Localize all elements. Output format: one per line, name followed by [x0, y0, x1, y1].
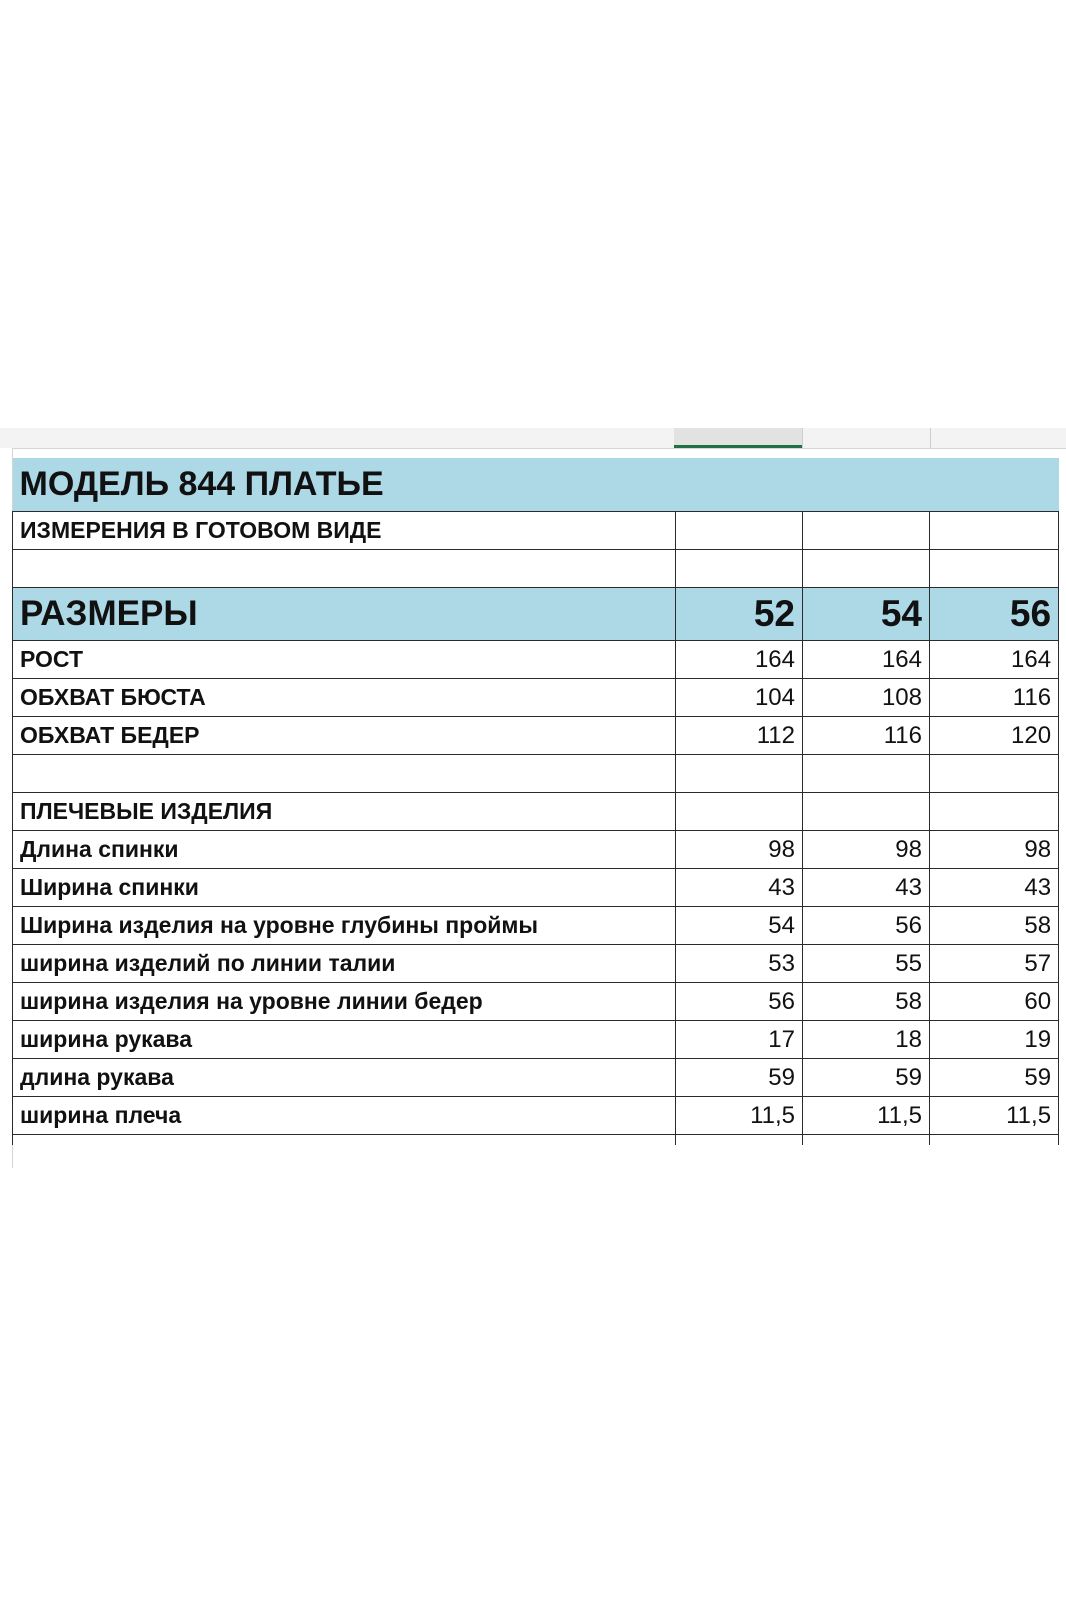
- row-value[interactable]: 17: [676, 1021, 803, 1059]
- row-value[interactable]: 59: [676, 1059, 803, 1097]
- table-row: [13, 1097, 1059, 1135]
- row-label[interactable]: РОСТ: [13, 641, 676, 679]
- empty-cell[interactable]: [803, 755, 930, 793]
- size-header[interactable]: 56: [930, 588, 1059, 641]
- row-value[interactable]: 120: [930, 717, 1059, 755]
- row-value[interactable]: 55: [803, 945, 930, 983]
- sheet-subtitle[interactable]: ИЗМЕРЕНИЯ В ГОТОВОМ ВИДЕ: [13, 512, 676, 550]
- empty-cell[interactable]: [676, 793, 803, 831]
- row-label[interactable]: ОБХВАТ БЕДЕР: [13, 717, 676, 755]
- empty-cell[interactable]: [930, 755, 1059, 793]
- table-row: [13, 679, 1059, 717]
- size-chart-table: [12, 458, 1059, 1145]
- column-separator: [802, 428, 803, 448]
- row-value[interactable]: 43: [930, 869, 1059, 907]
- row-value[interactable]: 53: [676, 945, 803, 983]
- empty-cell[interactable]: [803, 550, 930, 588]
- row-value[interactable]: 59: [803, 1059, 930, 1097]
- empty-cell[interactable]: [676, 1135, 803, 1146]
- row-label[interactable]: Ширина спинки: [13, 869, 676, 907]
- row-label[interactable]: ширина плеча: [13, 1097, 676, 1135]
- row-value[interactable]: 57: [930, 945, 1059, 983]
- title-row: [13, 458, 1059, 512]
- row-value[interactable]: 43: [803, 869, 930, 907]
- row-value[interactable]: 98: [676, 831, 803, 869]
- sizes-label[interactable]: РАЗМЕРЫ: [13, 588, 676, 641]
- row-value[interactable]: 11,5: [803, 1097, 930, 1135]
- empty-cell[interactable]: [930, 512, 1059, 550]
- row-value[interactable]: 58: [930, 907, 1059, 945]
- row-label[interactable]: ширина изделия на уровне линии бедер: [13, 983, 676, 1021]
- empty-cell[interactable]: [676, 550, 803, 588]
- row-value[interactable]: 164: [803, 641, 930, 679]
- row-value[interactable]: 54: [676, 907, 803, 945]
- row-value[interactable]: 18: [803, 1021, 930, 1059]
- empty-cell[interactable]: [803, 512, 930, 550]
- table-row: [13, 983, 1059, 1021]
- cut-off-row: [13, 1135, 1059, 1146]
- column-separator: [930, 428, 931, 448]
- empty-cell[interactable]: [13, 550, 676, 588]
- row-value[interactable]: 11,5: [930, 1097, 1059, 1135]
- row-value[interactable]: 98: [803, 831, 930, 869]
- sheet-title[interactable]: МОДЕЛЬ 844 ПЛАТЬЕ: [13, 458, 1059, 512]
- row-label[interactable]: Длина спинки: [13, 831, 676, 869]
- row-value[interactable]: 58: [803, 983, 930, 1021]
- table-row: [13, 1021, 1059, 1059]
- row-value[interactable]: 164: [676, 641, 803, 679]
- column-header-strip[interactable]: [0, 428, 1066, 449]
- selected-column-header[interactable]: [674, 428, 802, 448]
- table-row: [13, 945, 1059, 983]
- row-value[interactable]: 60: [930, 983, 1059, 1021]
- blank-row: [13, 550, 1059, 588]
- row-value[interactable]: 104: [676, 679, 803, 717]
- table-row: [13, 641, 1059, 679]
- empty-cell[interactable]: [676, 755, 803, 793]
- blank-row: [13, 755, 1059, 793]
- table-row: [13, 717, 1059, 755]
- row-value[interactable]: 164: [930, 641, 1059, 679]
- empty-cell[interactable]: [930, 1135, 1059, 1146]
- row-value[interactable]: 56: [803, 907, 930, 945]
- row-label[interactable]: ОБХВАТ БЮСТА: [13, 679, 676, 717]
- sizes-header-row: [13, 588, 1059, 641]
- row-value[interactable]: 11,5: [676, 1097, 803, 1135]
- row-value[interactable]: 98: [930, 831, 1059, 869]
- row-value[interactable]: 59: [930, 1059, 1059, 1097]
- size-header[interactable]: 52: [676, 588, 803, 641]
- table-row: [13, 907, 1059, 945]
- row-value[interactable]: 43: [676, 869, 803, 907]
- section-label[interactable]: ПЛЕЧЕВЫЕ ИЗДЕЛИЯ: [13, 793, 676, 831]
- row-value[interactable]: 116: [930, 679, 1059, 717]
- table-row: [13, 1059, 1059, 1097]
- empty-cell[interactable]: [930, 550, 1059, 588]
- row-label[interactable]: длина рукава: [13, 1059, 676, 1097]
- row-value[interactable]: 112: [676, 717, 803, 755]
- row-value[interactable]: 56: [676, 983, 803, 1021]
- row-value[interactable]: 108: [803, 679, 930, 717]
- empty-cell[interactable]: [803, 793, 930, 831]
- empty-cell[interactable]: [930, 793, 1059, 831]
- size-header[interactable]: 54: [803, 588, 930, 641]
- empty-cell[interactable]: [13, 755, 676, 793]
- row-value[interactable]: 19: [930, 1021, 1059, 1059]
- table-row: [13, 831, 1059, 869]
- empty-cell[interactable]: [13, 1135, 676, 1146]
- row-label[interactable]: Ширина изделия на уровне глубины проймы: [13, 907, 676, 945]
- row-label[interactable]: ширина изделий по линии талии: [13, 945, 676, 983]
- empty-cell[interactable]: [803, 1135, 930, 1146]
- row-value[interactable]: 116: [803, 717, 930, 755]
- section-header-row: [13, 793, 1059, 831]
- table-row: [13, 869, 1059, 907]
- subtitle-row: [13, 512, 1059, 550]
- row-label[interactable]: ширина рукава: [13, 1021, 676, 1059]
- empty-cell[interactable]: [676, 512, 803, 550]
